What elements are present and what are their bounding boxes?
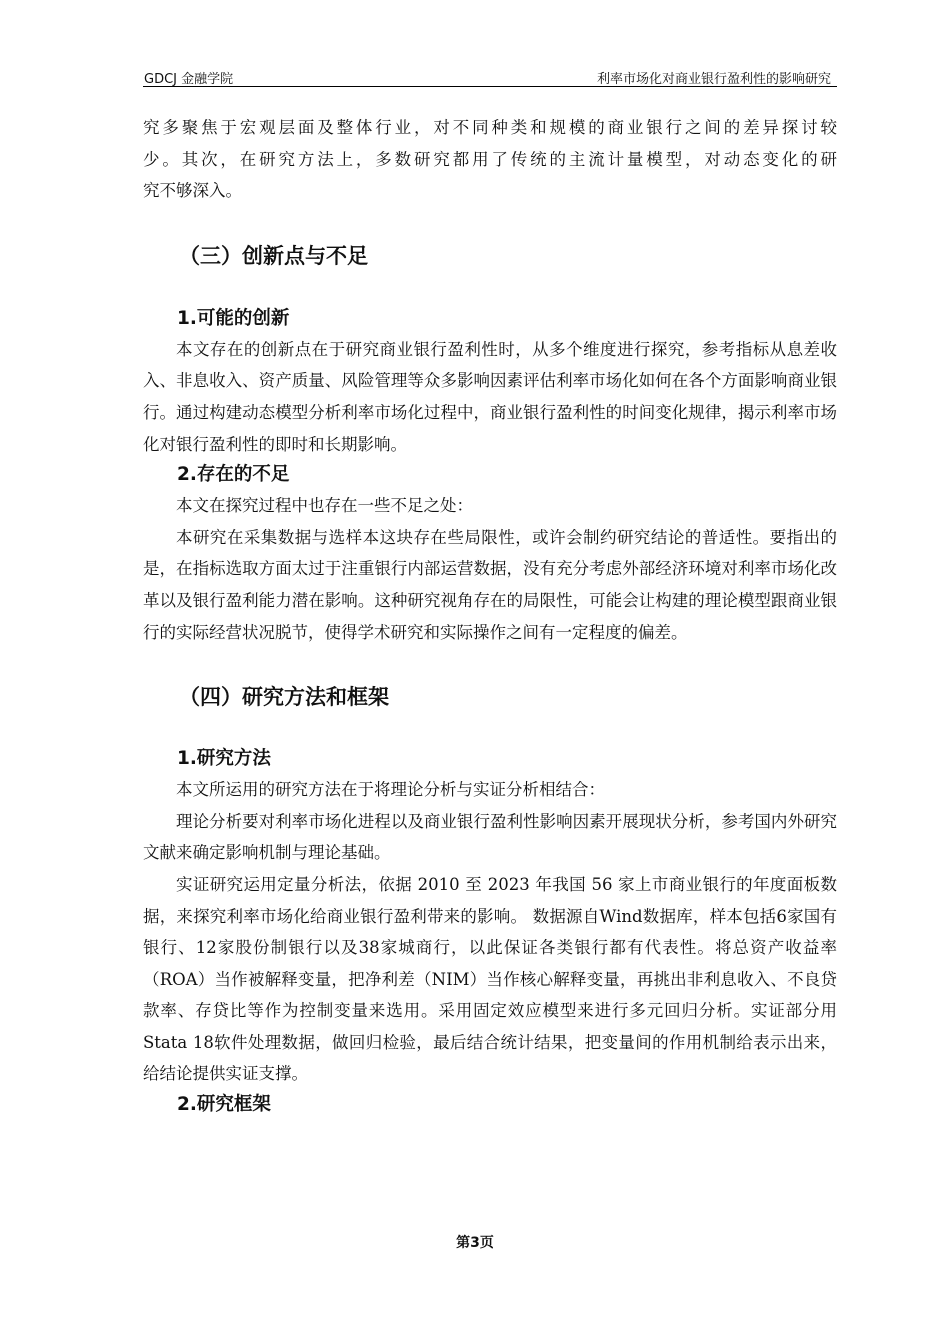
section-4-1-theory: 理论分析要对利率市场化进程以及商业银行盈利性影响因素开展现状分析，参考国内外研究文献来确定影响机制与理论基础。 [143,811,837,863]
page-number: 第3页 [456,1235,494,1251]
body-text [143,112,837,1120]
intro-line-2: 少。其次，在研究方法上，多数研究都用了传统的主流计量模型，对动态变化的研 [143,149,837,169]
section-3-1-paragraph: 本文存在的创新点在于研究商业银行盈利性时，从多个维度进行探究，参考指标从息差收入、非息收入、资产质量、风险管理等众多影响因素评估利率市场化如何在各个方面影响商业银行。通过构建动态模型分析利率市场化过程中，商业银行盈利性的时间变化规律，揭示利率市场化对银行盈利性的即时和长期影响。 [143,339,837,454]
running-header [143,68,837,87]
header-institution: GDCJ 金融学院 [144,72,234,87]
section-3-2-heading: 2.存在的不足 [177,464,290,486]
section-3-2-lead: 本文在探究过程中也存在一些不足之处： [176,496,473,516]
header-title: 利率市场化对商业银行盈利性的影响研究 [596,72,831,87]
section-4-1-lead: 本文所运用的研究方法在于将理论分析与实证分析相结合： [176,780,605,800]
section-3-2-paragraph: 本研究在采集数据与选样本这块存在些局限性，或许会制约研究结论的普适性。要指出的是，在指标选取方面太过于注重银行内部运营数据，没有充分考虑外部经济环境对利率市场化改革以及银行盈利能力潜在影响。这种研究视角存在的局限性，可能会让构建的理论模型跟商业银行的实际经营状况脱节，使得学术研究和实际操作之间有一定程度的偏差。 [143,527,837,642]
section-3-heading: （三）创新点与不足 [179,243,368,268]
intro-line-3: 究不够深入。 [143,181,242,201]
section-3-1-heading: 1.可能的创新 [177,307,290,329]
section-4-1-heading: 1.研究方法 [177,748,271,770]
intro-line-1: 究多聚焦于宏观层面及整体行业，对不同种类和规模的商业银行之间的差异探讨较 [143,118,837,137]
section-4-1-empirical: 实证研究运用定量分析法，依据 2010 至 2023 年我国 56 家上市商业银行的年度面板数据，来探究利率市场化给商业银行盈利带来的影响。 数据源自Wind数据库，样本包括6家国有银行、12家股份制银行以及38家城商行，以此保证各类银行都有代表性。将总资产收益率（ROA）当作被解释变量，把净利差（NIM）当作核心解释变量，再挑出非利息收入、不良贷款率、存贷比等作为控制变量来选用。采用固定效应模型来进行多元回归分析。实证部分用Stata 18软件处理数据，做回归检验，最后结合统计结果，把变量间的作用机制给表示出来，给结论提供实证支撑。 [143,874,837,1084]
section-4-heading: （四）研究方法和框架 [179,685,389,710]
section-4-2-heading: 2.研究框架 [177,1094,271,1116]
